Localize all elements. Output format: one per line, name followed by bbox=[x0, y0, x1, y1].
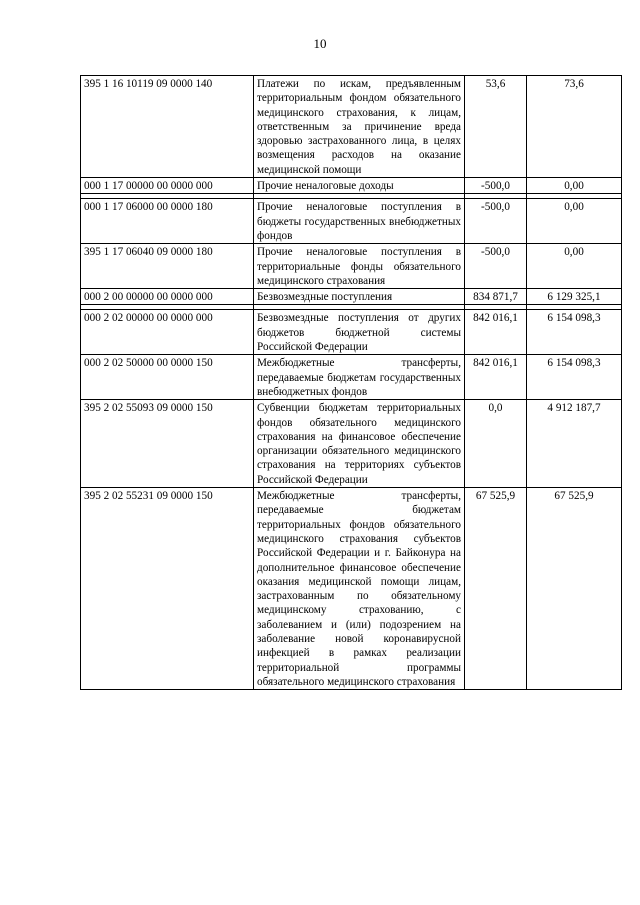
table-row bbox=[81, 199, 622, 244]
amount-cell-1: 53,6 bbox=[465, 76, 527, 178]
table-row bbox=[81, 289, 622, 305]
table-row bbox=[81, 310, 622, 355]
table-row bbox=[81, 178, 622, 194]
budget-code-cell: 395 1 16 10119 09 0000 140 bbox=[81, 76, 254, 178]
budget-code-cell: 000 1 17 00000 00 0000 000 bbox=[81, 178, 254, 194]
table-row bbox=[81, 355, 622, 400]
amount-cell-1: 834 871,7 bbox=[465, 289, 527, 305]
table-row bbox=[81, 400, 622, 488]
revenue-name-cell: Прочие неналоговые поступления в бюджеты государственных внебюджетных фондов bbox=[254, 199, 465, 244]
revenue-name-cell: Субвенции бюджетам территориальных фондов обязательного медицинского страхования на финансовое обеспечение организации обязательного медицинского страхования на территориях субъектов Российской Федерации bbox=[254, 400, 465, 488]
amount-cell-2: 4 912 187,7 bbox=[527, 400, 622, 488]
amount-cell-2: 6 154 098,3 bbox=[527, 355, 622, 400]
budget-code-cell: 395 2 02 55231 09 0000 150 bbox=[81, 488, 254, 690]
amount-cell-2: 0,00 bbox=[527, 244, 622, 289]
budget-code-cell: 395 2 02 55093 09 0000 150 bbox=[81, 400, 254, 488]
amount-cell-2: 0,00 bbox=[527, 178, 622, 194]
budget-code-cell: 000 2 00 00000 00 0000 000 bbox=[81, 289, 254, 305]
amount-cell-1: 0,0 bbox=[465, 400, 527, 488]
amount-cell-1: 67 525,9 bbox=[465, 488, 527, 690]
amount-cell-2: 73,6 bbox=[527, 76, 622, 178]
budget-code-cell: 395 1 17 06040 09 0000 180 bbox=[81, 244, 254, 289]
table-row bbox=[81, 488, 622, 690]
amount-cell-1: 842 016,1 bbox=[465, 355, 527, 400]
budget-code-cell: 000 1 17 06000 00 0000 180 bbox=[81, 199, 254, 244]
amount-cell-2: 67 525,9 bbox=[527, 488, 622, 690]
revenue-name-cell: Межбюджетные трансферты, передаваемые бюджетам государственных внебюджетных фондов bbox=[254, 355, 465, 400]
amount-cell-2: 6 129 325,1 bbox=[527, 289, 622, 305]
budget-code-cell: 000 2 02 50000 00 0000 150 bbox=[81, 355, 254, 400]
amount-cell-2: 6 154 098,3 bbox=[527, 310, 622, 355]
table-row bbox=[81, 76, 622, 178]
revenue-name-cell: Безвозмездные поступления bbox=[254, 289, 465, 305]
revenue-name-cell: Прочие неналоговые доходы bbox=[254, 178, 465, 194]
table-row bbox=[81, 244, 622, 289]
revenue-name-cell: Безвозмездные поступления от других бюджетов бюджетной системы Российской Федерации bbox=[254, 310, 465, 355]
revenue-name-cell: Межбюджетные трансферты, передаваемые бюджетам территориальных фондов обязательного медицинского страхования субъектов Российской Федерации и г. Байконура на дополнительное финансовое обеспечение оказания медицинской помощи лицам, застрахованным по обязательному медицинскому страхованию, с заболеванием и (или) подозрением на заболевание новой коронавирусной инфекцией в рамках реализации территориальной программы обязательного медицинского страхования bbox=[254, 488, 465, 690]
budget-code-cell: 000 2 02 00000 00 0000 000 bbox=[81, 310, 254, 355]
amount-cell-1: -500,0 bbox=[465, 199, 527, 244]
amount-cell-1: -500,0 bbox=[465, 244, 527, 289]
revenue-name-cell: Платежи по искам, предъявленным территориальным фондом обязательного медицинского страхования, к лицам, ответственным за причинение вреда здоровью застрахованного лица, в целях возмещения расходов на оказание медицинской помощи bbox=[254, 76, 465, 178]
page-number: 10 bbox=[313, 36, 327, 51]
amount-cell-2: 0,00 bbox=[527, 199, 622, 244]
revenue-name-cell: Прочие неналоговые поступления в территориальные фонды обязательного медицинского страхования bbox=[254, 244, 465, 289]
amount-cell-1: -500,0 bbox=[465, 178, 527, 194]
amount-cell-1: 842 016,1 bbox=[465, 310, 527, 355]
budget-revenue-table bbox=[80, 75, 622, 690]
